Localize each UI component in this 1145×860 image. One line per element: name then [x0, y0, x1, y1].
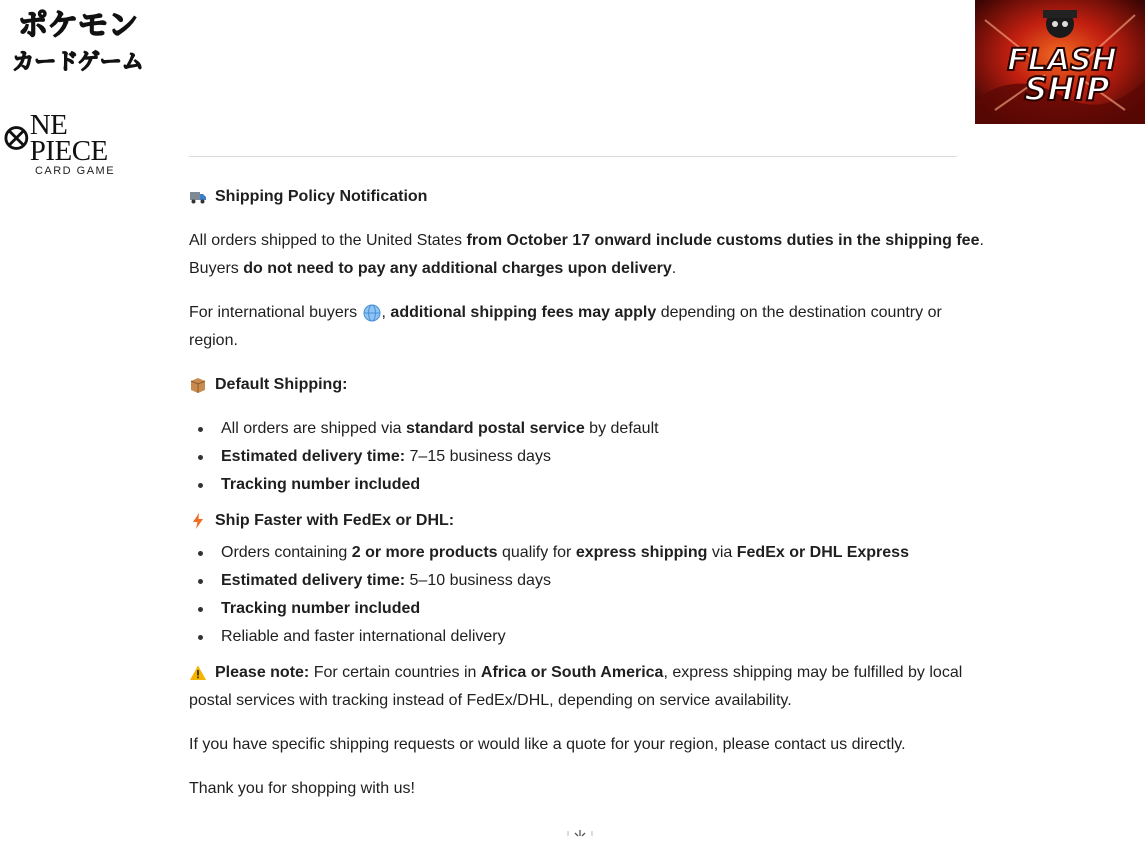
text: , express shipping may be fulfilled by local [663, 664, 963, 681]
text: All orders are shipped via [221, 420, 406, 437]
text-bold: Tracking number included [221, 476, 421, 493]
truck-icon [189, 188, 207, 206]
note-line2: postal services with tracking instead of FedEx/DHL, depending on service availability. [189, 692, 792, 709]
us-paragraph-line2 [189, 255, 959, 283]
text-bold: Tracking number included [221, 600, 421, 617]
bullet-dot [198, 635, 203, 640]
list-item [189, 443, 959, 471]
text-bold: Please note: [215, 664, 310, 681]
package-icon [189, 376, 207, 394]
text-bold: additional shipping fees may apply [390, 304, 657, 321]
bullet-dot [198, 607, 203, 612]
flash-ship-logo [975, 0, 1145, 124]
bullet-dot [198, 427, 203, 432]
one-piece-card-game-logo [4, 109, 146, 177]
list-item [189, 539, 959, 567]
onepiece-subtitle: CARD GAME [34, 165, 116, 177]
shipping-policy [189, 183, 984, 803]
text: . [979, 232, 984, 249]
text: , [381, 304, 391, 321]
warning-icon [189, 664, 207, 682]
loading-spinner-icon [566, 826, 594, 842]
default-shipping-heading-row [189, 371, 959, 399]
express-heading: Ship Faster with FedEx or DHL: [215, 512, 455, 529]
policy-title: Shipping Policy Notification [215, 188, 428, 205]
pokemon-card-game-logo [3, 3, 153, 77]
text: 5–10 business days [405, 572, 551, 589]
list-item [189, 595, 959, 623]
text: All orders shipped to the United States [189, 232, 467, 249]
text: Buyers [189, 260, 244, 277]
text: via [707, 544, 737, 561]
thanks-paragraph: Thank you for shopping with us! [189, 780, 415, 797]
pokemon-logo-line2: カードゲーム [12, 50, 144, 75]
text: qualify for [497, 544, 576, 561]
text: Reliable and faster international delivery [221, 628, 506, 645]
text-bold: Africa or South America [480, 664, 664, 681]
text: 7–15 business days [405, 448, 551, 465]
text: by default [584, 420, 659, 437]
bullet-dot [198, 455, 203, 460]
note-line1 [189, 659, 963, 687]
text-bold: Estimated delivery time: [221, 448, 406, 465]
flash-logo-line1: FLASH [1007, 43, 1117, 78]
contact-paragraph: If you have specific shipping requests or would like a quote for your region, please contact us directly. [189, 736, 906, 753]
text-bold: standard postal service [405, 420, 585, 437]
text-bold: express shipping [575, 544, 708, 561]
text: depending on the destination country or [656, 304, 942, 321]
onepiece-title: NE PIECE [29, 109, 108, 167]
text: . [671, 260, 677, 277]
divider [189, 156, 957, 157]
policy-title-row [189, 183, 959, 211]
globe-icon [363, 304, 381, 322]
text: Orders containing [221, 544, 352, 561]
text-bold: 2 or more products [351, 544, 498, 561]
intl-paragraph-line1 [189, 299, 959, 327]
list-item [189, 415, 959, 443]
default-shipping-heading: Default Shipping: [215, 376, 348, 393]
text: For international buyers [189, 304, 362, 321]
express-heading-row [189, 507, 959, 535]
text-bold: Estimated delivery time: [221, 572, 406, 589]
bullet-dot [198, 483, 203, 488]
lightning-icon [189, 512, 207, 530]
list-item [189, 471, 959, 499]
pokemon-logo-line1: ポケモン [18, 8, 138, 43]
list-item [189, 623, 959, 651]
bullet-dot [198, 551, 203, 556]
bullet-dot [198, 579, 203, 584]
text-bold: do not need to pay any additional charges upon delivery [243, 260, 672, 277]
list-item [189, 567, 959, 595]
text: For certain countries in [309, 664, 481, 681]
text-bold: FedEx or DHL Express [736, 544, 909, 561]
text-bold: from October 17 onward include customs duties in the shipping fee [466, 232, 980, 249]
cross-circle-icon [4, 125, 29, 151]
intl-paragraph-line2: region. [189, 332, 238, 349]
us-paragraph-line1 [189, 227, 984, 255]
flash-logo-line2: SHIP [1024, 70, 1110, 108]
